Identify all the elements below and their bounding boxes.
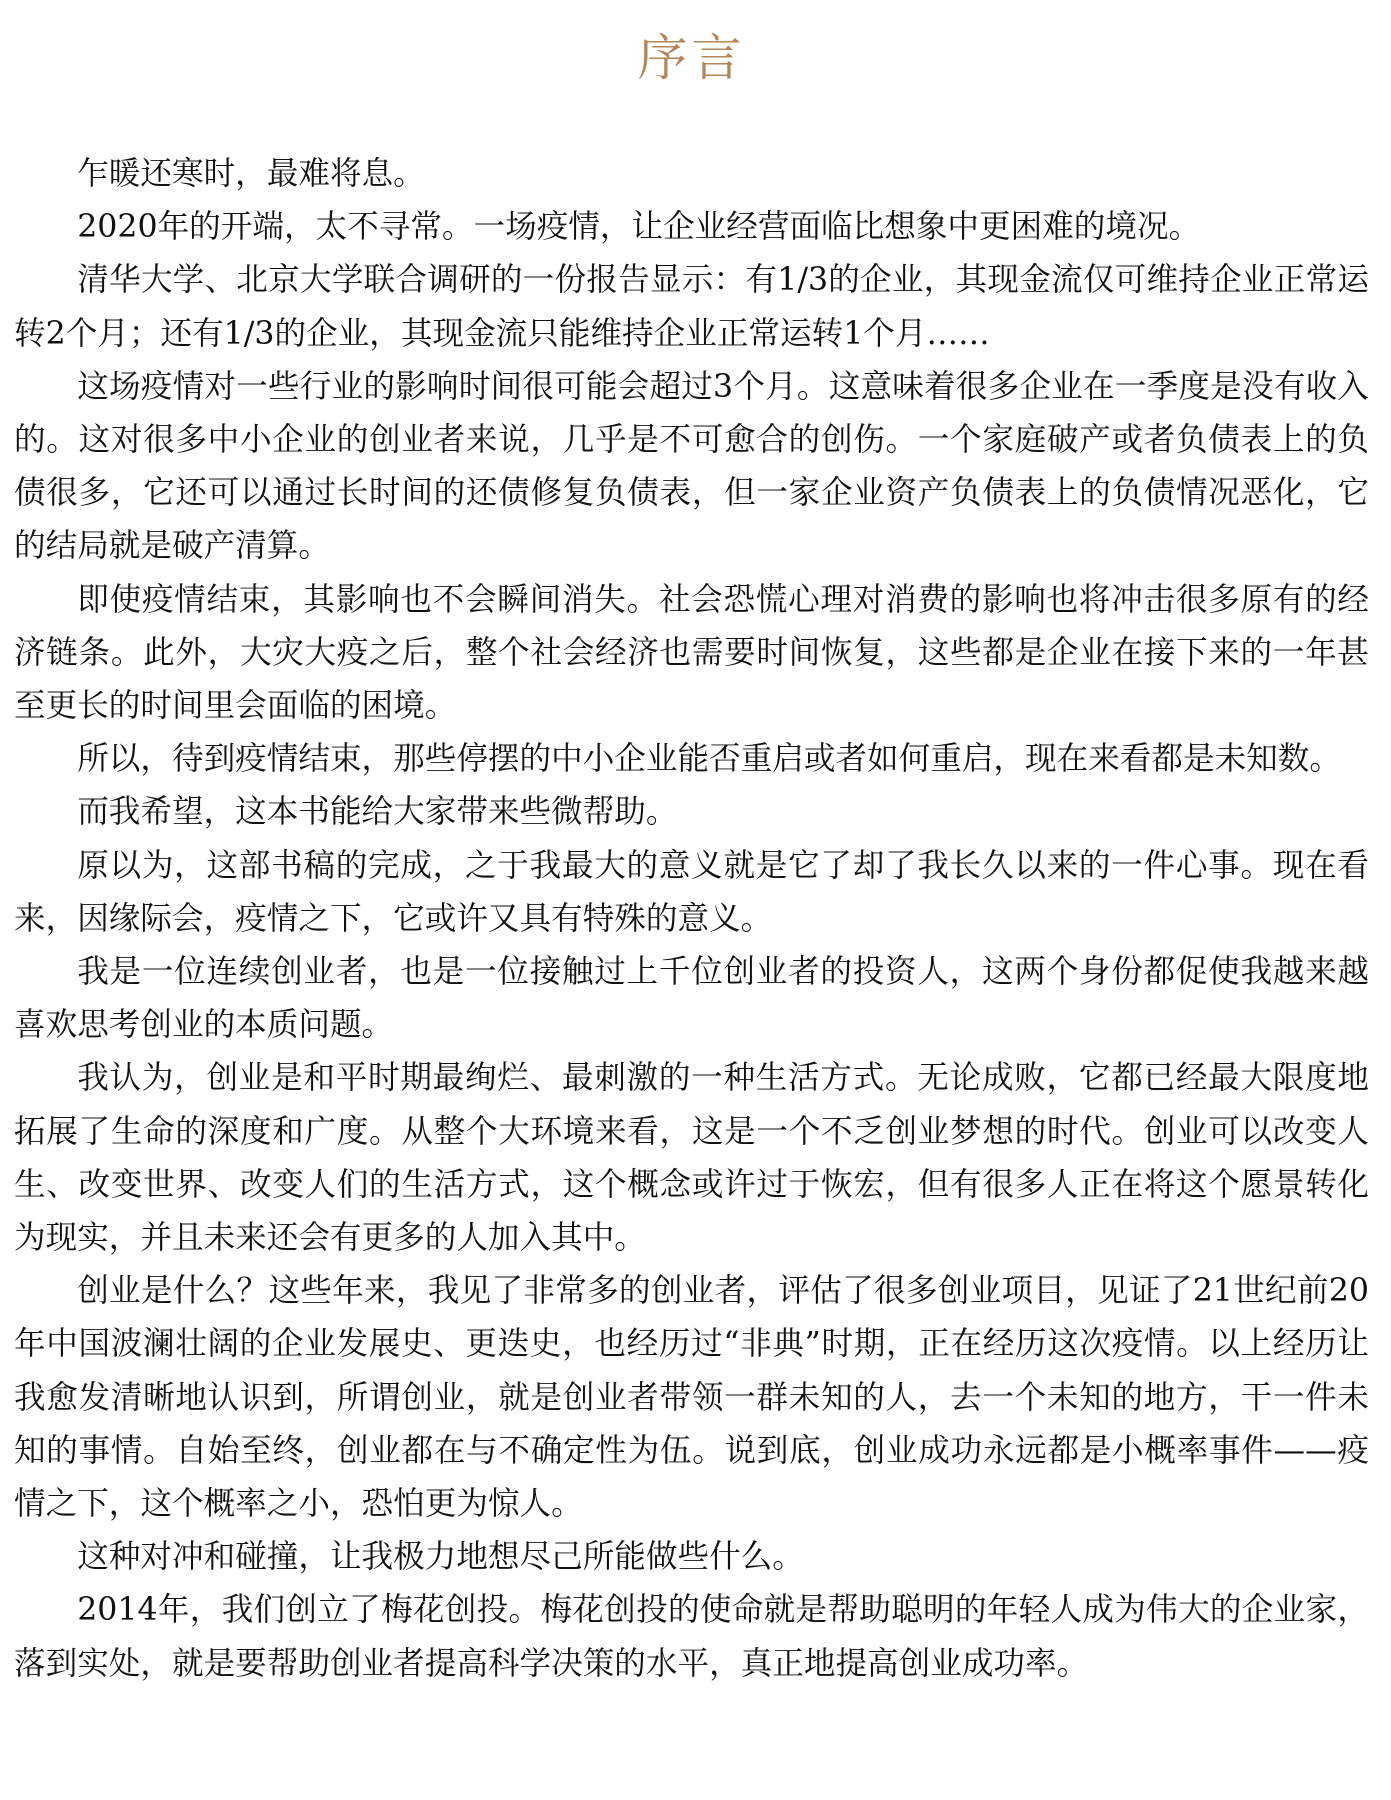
paragraph: 这种对冲和碰撞，让我极力地想尽己所能做些什么。 [77, 1539, 804, 1576]
paragraph: 而我希望，这本书能给大家带来些微帮助。 [77, 794, 678, 831]
paragraph: 乍暖还寒时，最难将息。 [77, 156, 425, 192]
paragraph: 创业是什么？这些年来，我见了非常多的创业者，评估了很多创业项目，见证了21世纪前20年中国波澜壮阔的企业发展史、更迭史，也经历过“非典”时期，正在经历这次疫情。以上经历让我愈发清晰地认识到，所谓创业，就是创业者带领一群未知的人，去一个未知的地方，干一件未知的事情。自始至终，创业都在与不确定性为伍。说到底，创业成功永远都是小概率事件——疫情之下，这个概率之小，恐怕更为惊人。 [14, 1273, 1369, 1523]
page-title: 序言 [637, 29, 746, 87]
paragraph: 我认为，创业是和平时期最绚烂、最刺激的一种生活方式。无论成败，它都已经最大限度地拓展了生命的深度和广度。从整个大环境来看，这是一个不乏创业梦想的时代。创业可以改变人生、改变世界、改变人们的生活方式，这个概念或许过于恢宏，但有很多人正在将这个愿景转化为现实，并且未来还会有更多的人加入其中。 [14, 1060, 1369, 1257]
paragraph: 2014年，我们创立了梅花创投。梅花创投的使命就是帮助聪明的年轻人成为伟大的企业家，落到实处，就是要帮助创业者提高科学决策的水平，真正地提高创业成功率。 [14, 1592, 1369, 1682]
paragraph: 清华大学、北京大学联合调研的一份报告显示：有1/3的企业，其现金流仅可维持企业正常运转2个月；还有1/3的企业，其现金流只能维持企业正常运转1个月…… [14, 262, 1369, 352]
body-text [14, 148, 1369, 1691]
paragraph: 即使疫情结束，其影响也不会瞬间消失。社会恐慌心理对消费的影响也将冲击很多原有的经济链条。此外，大灾大疫之后，整个社会经济也需要时间恢复，这些都是企业在接下来的一年甚至更长的时间里会面临的困境。 [14, 581, 1369, 725]
paragraph: 这场疫情对一些行业的影响时间很可能会超过3个月。这意味着很多企业在一季度是没有收入的。这对很多中小企业的创业者来说，几乎是不可愈合的创伤。一个家庭破产或者负债表上的负债很多，它还可以通过长时间的还债修复负债表，但一家企业资产负债表上的负债情况恶化，它的结局就是破产清算。 [14, 368, 1369, 565]
paragraph: 我是一位连续创业者，也是一位接触过上千位创业者的投资人，这两个身份都促使我越来越喜欢思考创业的本质问题。 [14, 954, 1369, 1044]
paragraph: 原以为，这部书稿的完成，之于我最大的意义就是它了却了我长久以来的一件心事。现在看来，因缘际会，疫情之下，它或许又具有特殊的意义。 [14, 847, 1369, 937]
paragraph: 2020年的开端，太不寻常。一场疫情，让企业经营面临比想象中更困难的境况。 [77, 209, 1201, 246]
paragraph: 所以，待到疫情结束，那些停摆的中小企业能否重启或者如何重启，现在来看都是未知数。 [77, 741, 1341, 778]
